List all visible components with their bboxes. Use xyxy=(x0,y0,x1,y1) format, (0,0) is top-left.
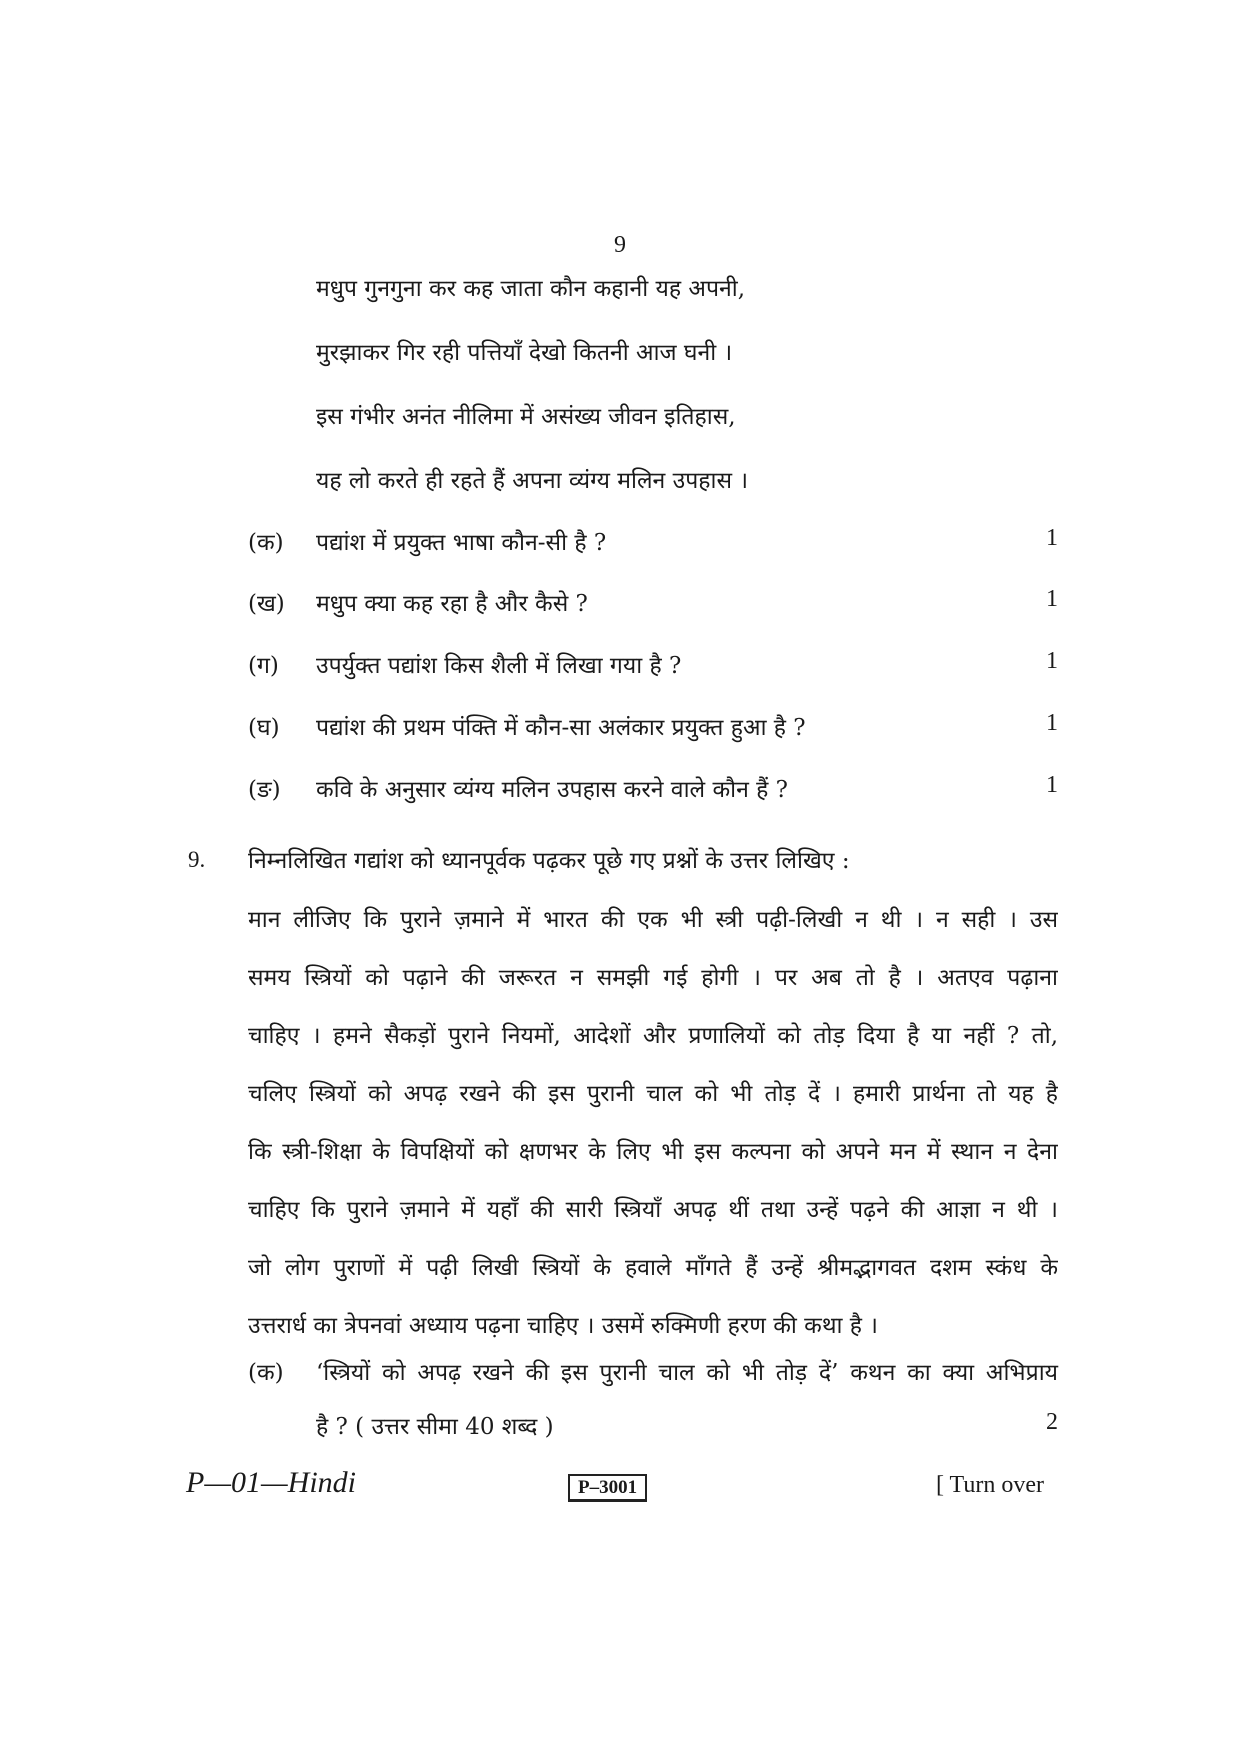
passage-line: मान लीजिए कि पुराने ज़माने में भारत की एक भी स्त्री पढ़ी-लिखी न थी । न सही । उस xyxy=(248,907,1058,933)
poem-stanza xyxy=(316,270,748,526)
question-marks: 1 xyxy=(1046,710,1058,736)
poem-line: यह लो करते ही रहते हैं अपना व्यंग्य मलिन उपहास । xyxy=(316,468,749,494)
prose-passage xyxy=(248,900,1058,1364)
poem-line: इस गंभीर अनंत नीलिमा में असंख्य जीवन इतिहास, xyxy=(316,404,736,430)
question-marks: 2 xyxy=(1046,1409,1058,1435)
passage-line: जो लोग पुराणों में पढ़ी लिखी स्त्रियों के हवाले माँगते हैं उन्हें श्रीमद्भागवत दशम स्कंध के xyxy=(248,1255,1058,1281)
passage-line: समय स्त्रियों को पढ़ाने की जरूरत न समझी गई होगी । पर अब तो है । अतएव पढ़ाना xyxy=(248,965,1058,991)
question-label: (ख) xyxy=(248,591,285,617)
question-text: पद्यांश की प्रथम पंक्ति में कौन-सा अलंकार प्रयुक्त हुआ है ? xyxy=(316,715,806,741)
question-text: उपर्युक्त पद्यांश किस शैली में लिखा गया है ? xyxy=(316,653,682,679)
passage-line: उत्तरार्ध का त्रेपनवां अध्याय पढ़ना चाहिए । उसमें रुक्मिणी हरण की कथा है । xyxy=(248,1313,879,1339)
question-label: (ङ) xyxy=(248,777,281,803)
page-number: 9 xyxy=(614,232,626,258)
poem-line: मुरझाकर गिर रही पत्तियाँ देखो कितनी आज घनी । xyxy=(316,340,733,366)
question-label: (क) xyxy=(248,530,284,556)
question-label: (क) xyxy=(248,1360,284,1386)
question-number: 9. xyxy=(188,847,206,872)
paper-code: P—01—Hindi xyxy=(186,1466,357,1499)
passage-line: चाहिए कि पुराने ज़माने में यहाँ की सारी स्त्रियाँ अपढ़ थीं तथा उन्हें पढ़ने की आज्ञा न थी । xyxy=(248,1197,1058,1223)
question-label: (ग) xyxy=(248,653,279,679)
question-text: मधुप क्या कह रहा है और कैसे ? xyxy=(316,591,588,617)
question-text: कवि के अनुसार व्यंग्य मलिन उपहास करने वाले कौन हैं ? xyxy=(316,777,789,803)
question-text: पद्यांश में प्रयुक्त भाषा कौन-सी है ? xyxy=(316,530,607,556)
poem-line: मधुप गुनगुना कर कह जाता कौन कहानी यह अपनी, xyxy=(316,276,746,302)
question-marks: 1 xyxy=(1046,525,1058,551)
question-instruction: निम्नलिखित गद्यांश को ध्यानपूर्वक पढ़कर पूछे गए प्रश्नों के उत्तर लिखिए : xyxy=(248,848,850,874)
question-marks: 1 xyxy=(1046,648,1058,674)
paper-series-box: P–3001 xyxy=(568,1474,647,1502)
question-text: ‘स्त्रियों को अपढ़ रखने की इस पुरानी चाल को भी तोड़ दें’ कथन का क्या अभिप्राय xyxy=(316,1360,1058,1386)
question-text-continued: है ? ( उत्तर सीमा 40 शब्द ) xyxy=(316,1414,554,1440)
question-label: (घ) xyxy=(248,715,280,741)
passage-line: चाहिए । हमने सैकड़ों पुराने नियमों, आदेशों और प्रणालियों को तोड़ दिया है या नहीं ? तो, xyxy=(248,1023,1058,1049)
turn-over-note: [ Turn over xyxy=(935,1472,1044,1498)
question-marks: 1 xyxy=(1046,772,1058,798)
passage-line: कि स्त्री-शिक्षा के विपक्षियों को क्षणभर के लिए भी इस कल्पना को अपने मन में स्थान न देना xyxy=(248,1139,1058,1165)
question-marks: 1 xyxy=(1046,586,1058,612)
passage-line: चलिए स्त्रियों को अपढ़ रखने की इस पुरानी चाल को भी तोड़ दें । हमारी प्रार्थना तो यह है xyxy=(248,1081,1058,1107)
